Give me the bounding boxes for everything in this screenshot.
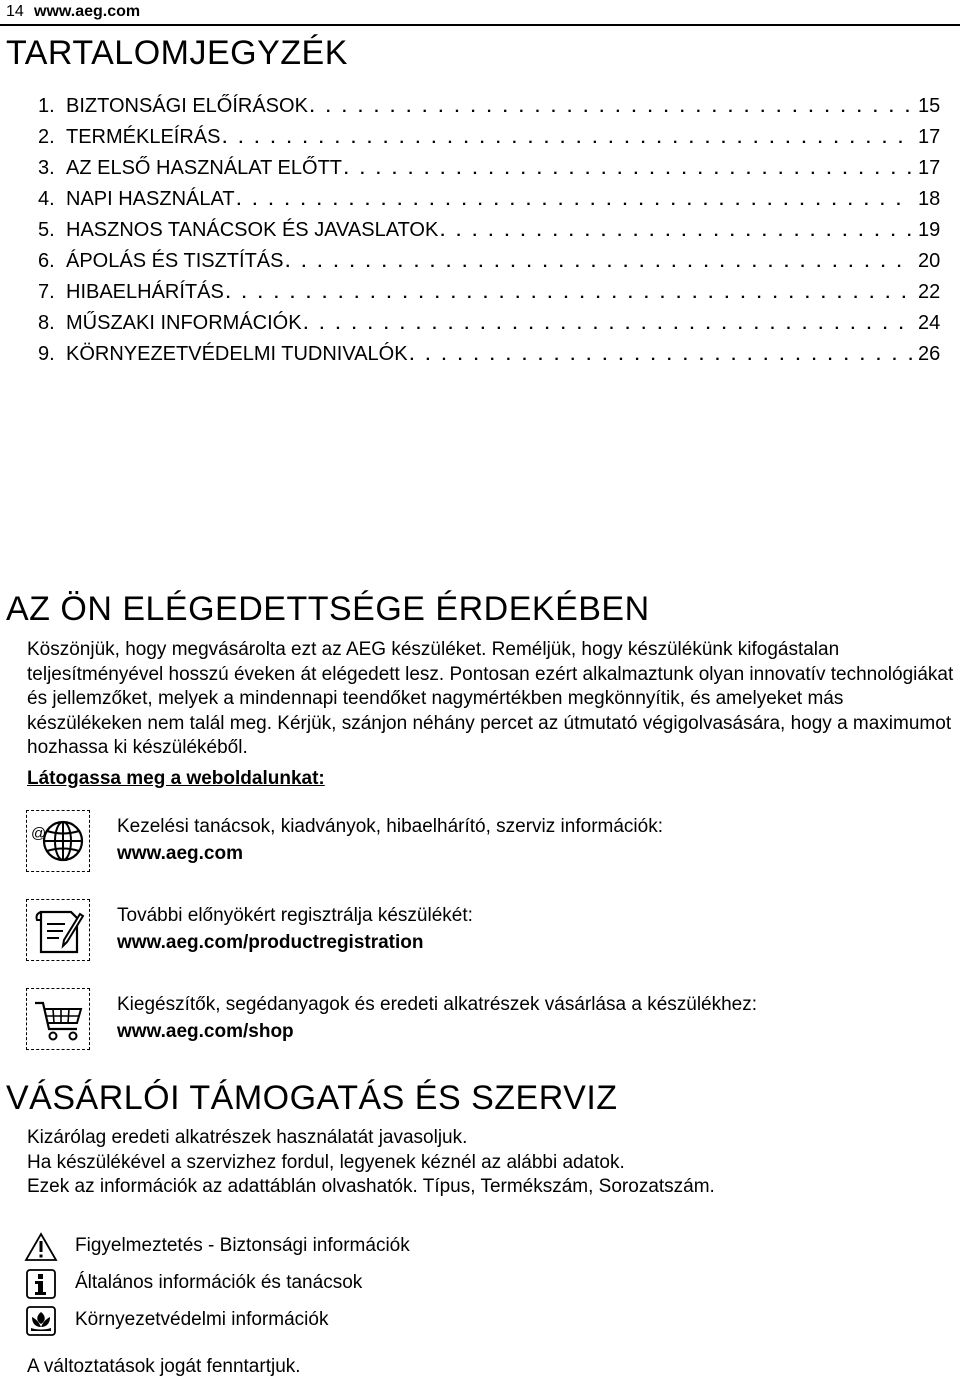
toc-item-label: NAPI HASZNÁLAT [66,188,235,210]
satisfaction-title: AZ ÖN ELÉGEDETTSÉGE ÉRDEKÉBEN [6,590,650,628]
toc-item-number: 4. [38,188,55,210]
toc-item-label: ÁPOLÁS ÉS TISZTÍTÁS [66,250,284,272]
header-rule [0,24,960,26]
toc-item-page: 20 [918,250,941,272]
page-number: 14 [6,3,24,20]
info-icon [24,1269,58,1299]
support-line: Kizárólag eredeti alkatrészek használatát javasoljuk. [27,1127,468,1148]
legend-item-warning [0,1232,960,1262]
website-link-description: Kiegészítők, segédanyagok és eredeti alkatrészek vásárlása a készülékhez: [117,994,758,1015]
toc-item-number: 6. [38,250,55,272]
toc-item-page: 18 [918,188,941,210]
toc-item-number: 5. [38,219,55,241]
toc-item[interactable] [38,343,960,374]
support-line: Ezek az információk az adattáblán olvashatók. Típus, Termékszám, Sorozatszám. [27,1176,715,1198]
svg-text:@: @ [31,825,47,842]
toc-item[interactable] [38,312,960,343]
toc-leader-dots [410,347,912,365]
website-link-item [0,810,960,880]
environment-icon [24,1306,58,1336]
website-link-description: Kezelési tanácsok, kiadványok, hibaelhárító, szerviz információk: [117,816,663,837]
support-title: VÁSÁRLÓI TÁMOGATÁS ÉS SZERVIZ [6,1079,618,1117]
toc-leader-dots [344,161,912,179]
disclaimer: A változtatások jogát fenntartjuk. [27,1356,301,1377]
website-link-description: További előnyökért regisztrálja készülékét: [117,905,473,926]
legend-item-environment [0,1306,960,1336]
toc-leader-dots [285,254,912,272]
toc-item[interactable] [38,126,960,157]
website-link-item [0,899,960,969]
toc-item-page: 15 [918,95,941,117]
legend-text: Környezetvédelmi információk [75,1309,329,1330]
table-of-contents [38,95,960,374]
toc-leader-dots [310,99,912,117]
toc-leader-dots [237,192,912,210]
globe-at-icon [26,810,90,872]
page-header [0,0,140,24]
registration-note-icon [26,899,90,961]
toc-item-number: 3. [38,157,55,179]
website-link-item [0,988,960,1058]
toc-item-label: AZ ELSŐ HASZNÁLAT ELŐTT [66,157,342,179]
toc-leader-dots [222,130,912,148]
legend-text: Figyelmeztetés - Biztonsági információk [75,1235,410,1256]
website-link-url[interactable]: www.aeg.com/shop [117,1021,294,1042]
toc-item[interactable] [38,281,960,312]
website-link-url[interactable]: www.aeg.com [117,843,243,864]
toc-item[interactable] [38,188,960,219]
toc-item-label: HASZNOS TANÁCSOK ÉS JAVASLATOK [66,219,439,241]
visit-website-label: Látogassa meg a weboldalunkat: [27,768,325,789]
toc-item[interactable] [38,157,960,188]
toc-item-number: 1. [38,95,55,117]
toc-title: TARTALOMJEGYZÉK [6,34,348,72]
shopping-cart-icon [26,988,90,1050]
website-link-url[interactable]: www.aeg.com/productregistration [117,932,424,953]
toc-item-label: MŰSZAKI INFORMÁCIÓK [66,312,302,334]
support-line: Ha készülékével a szervizhez fordul, legyenek kéznél az alábbi adatok. [27,1151,625,1173]
header-site-link[interactable]: www.aeg.com [34,3,141,20]
toc-item-page: 24 [918,312,941,334]
toc-item-label: BIZTONSÁGI ELŐÍRÁSOK [66,95,308,117]
toc-item-page: 17 [918,126,941,148]
toc-item-page: 17 [918,157,941,179]
toc-leader-dots [226,285,912,303]
legend-item-info [0,1269,960,1299]
toc-item-number: 9. [38,343,55,365]
toc-item-number: 8. [38,312,55,334]
toc-leader-dots [440,223,912,241]
toc-item-number: 7. [38,281,55,303]
toc-item-page: 19 [918,219,941,241]
toc-item[interactable] [38,95,960,126]
warning-icon [24,1232,58,1262]
toc-leader-dots [304,316,912,334]
toc-item-page: 26 [918,343,941,365]
toc-item-page: 22 [918,281,941,303]
toc-item[interactable] [38,250,960,281]
support-paragraph [27,1126,957,1200]
toc-item-label: TERMÉKLEÍRÁS [66,126,221,148]
legend-text: Általános információk és tanácsok [75,1272,363,1293]
toc-item-number: 2. [38,126,55,148]
toc-item[interactable] [38,219,960,250]
intro-paragraph: Köszönjük, hogy megvásárolta ezt az AEG készüléket. Reméljük, hogy készülékünk kifogástalan teljesítményével hosszú éveken át elégedett lesz. Pontosan ezért alkalmaztunk olyan innovatív technológiákat és jellemzőket, melyek a mindennapi teendőket nagymértékben megkönnyítik, és amelyeket más készülékeken nem talál meg. Kérjük, szánjon néhány percet az útmutató végigolvasására, hogy a maximumot hozhassa ki készülékéből. [27,639,954,759]
toc-item-label: HIBAELHÁRÍTÁS [66,281,224,303]
toc-item-label: KÖRNYEZETVÉDELMI TUDNIVALÓK [66,343,408,365]
